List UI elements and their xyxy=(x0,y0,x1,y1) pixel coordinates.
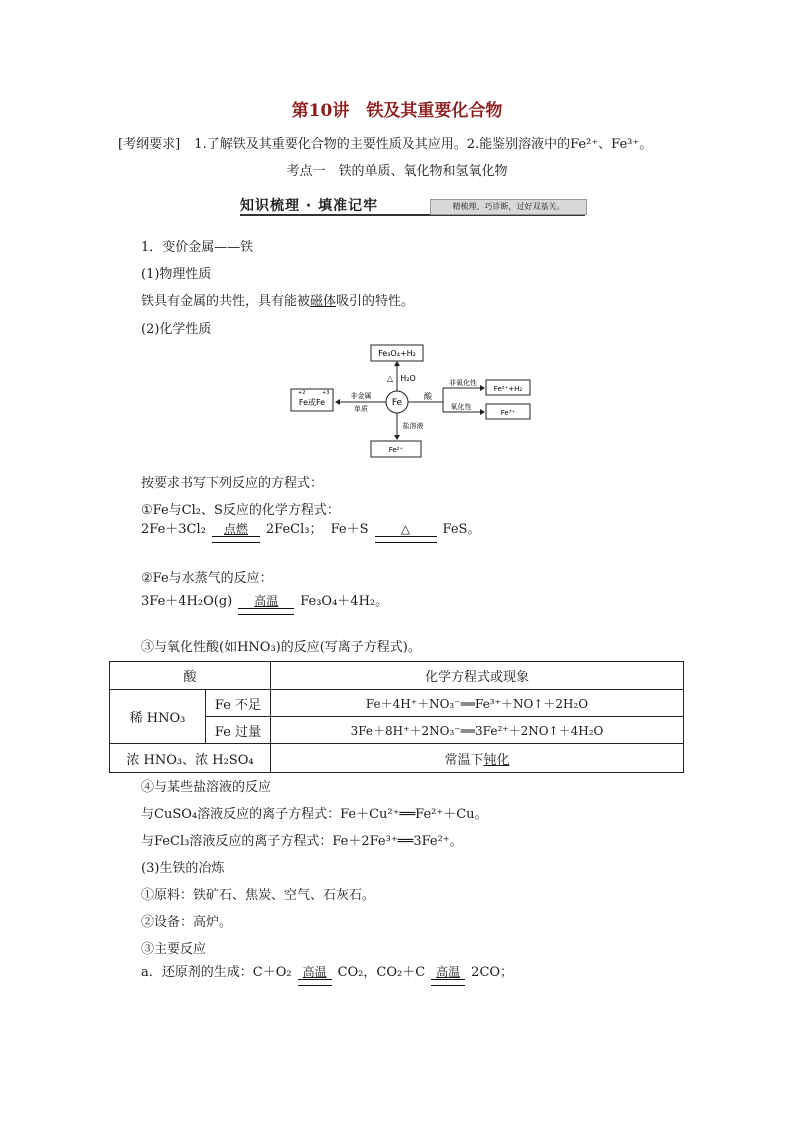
physical-text xyxy=(141,290,414,309)
left-label-element: 单质 xyxy=(354,405,368,413)
eq3-condition: 高温 xyxy=(254,594,279,608)
header-acid: 酸 xyxy=(110,662,271,690)
nitric-acid-table xyxy=(109,661,684,773)
eq1-left: 2Fe＋3Cl₂ xyxy=(141,522,206,537)
physical-text-part: 铁具有金属的共性，具有能被 xyxy=(141,294,311,309)
requirements-text: 1.了解铁及其重要化合物的主要性质及其应用。2.能鉴别溶液中的Fe²⁺、Fe³⁺。 xyxy=(194,137,653,152)
top-box-label: Fe₃O₄+H₂ xyxy=(378,349,416,358)
item-2-equation xyxy=(141,590,388,615)
eq2-left: Fe＋S xyxy=(330,522,369,537)
center-label: Fe xyxy=(391,398,403,408)
right-box-1-label: Fe²⁺+H₂ xyxy=(493,385,523,393)
reaction-a-cond-2: 高温 xyxy=(436,965,461,979)
row3-acid: 浓 HNO₃、浓 H₂SO₄ xyxy=(110,744,271,773)
row2-condition: Fe 过量 xyxy=(206,717,271,744)
left-label-nonmetal: 非金属 xyxy=(350,392,372,400)
row1-condition: Fe 不足 xyxy=(206,690,271,717)
arrow-up-head xyxy=(394,361,400,366)
reaction-a-cond-1: 高温 xyxy=(302,965,327,979)
instruction: 按要求书写下列反应的方程式： xyxy=(141,476,324,491)
row2-equation: 3Fe＋8H⁺＋2NO₃⁻══3Fe²⁺＋2NO↑＋4H₂O xyxy=(271,717,684,744)
eq3-condition-sign xyxy=(238,595,294,615)
eq1-condition: 点燃 xyxy=(223,522,248,536)
syllabus-requirements xyxy=(118,133,652,152)
physical-heading: (1)物理性质 xyxy=(141,267,212,282)
physical-text-underlined: 磁体 xyxy=(310,294,337,309)
item-4-line-2: 与FeCl₃溶液反应的离子方程式：Fe＋2Fe³⁺══3Fe²⁺。 xyxy=(141,834,463,849)
top-label-heat: △ xyxy=(386,374,394,383)
eq1-right: 2FeCl₃； xyxy=(265,522,323,537)
item-4-heading: ④与某些盐溶液的反应 xyxy=(141,780,272,795)
top-label-water: H₂O xyxy=(400,374,416,383)
item-1-heading: ①Fe与Cl₂、S反应的化学方程式： xyxy=(141,503,340,518)
reaction-a-mid: CO₂，CO₂＋C xyxy=(337,965,426,980)
item-1-equations xyxy=(141,518,480,543)
reaction-a-prefix: a．还原剂的生成：C＋O₂ xyxy=(141,965,292,980)
right-box-2-label: Fe³⁺ xyxy=(500,409,516,417)
header-equation: 化学方程式或现象 xyxy=(271,662,684,690)
iron-reaction-diagram xyxy=(285,340,535,460)
arrow-down-head xyxy=(394,435,400,440)
smelting-raw: ①原料：铁矿石、焦炭、空气、石灰石。 xyxy=(141,888,376,903)
smelting-reaction-a xyxy=(141,961,513,986)
banner-tag: 精梳理、巧诊断，过好双基关。 xyxy=(430,199,587,215)
reaction-a-sign-2 xyxy=(431,966,465,986)
left-box-sup-2: +3 xyxy=(322,390,330,396)
dilute-nitric-label: 稀 HNO₃ xyxy=(110,690,206,744)
branch-upper-head xyxy=(480,385,485,391)
row1-equation: Fe＋4H⁺＋NO₃⁻══Fe³⁺＋NO↑＋2H₂O xyxy=(271,690,684,717)
requirements-tag: [考纲要求] xyxy=(118,137,181,152)
row3-text: 常温下 xyxy=(444,752,484,768)
reaction-a-sign-1 xyxy=(298,966,332,986)
page-title: 第10讲 铁及其重要化合物 xyxy=(291,101,503,121)
eq2-right: FeS。 xyxy=(442,522,481,537)
eq3-left: 3Fe＋4H₂O(g) xyxy=(141,594,233,609)
item-4-line-1: 与CuSO₄溶液反应的离子方程式：Fe＋Cu²⁺══Fe²⁺＋Cu。 xyxy=(141,807,488,822)
section-title: 考点一 铁的单质、氧化物和氢氧化物 xyxy=(286,164,508,179)
right-label-acid: 酸 xyxy=(424,392,432,401)
eq2-condition: △ xyxy=(400,522,411,536)
heading-iron: 1．变价金属——铁 xyxy=(141,240,254,255)
item-3-heading: ③与氧化性酸(如HNO₃)的反应(写离子方程式)。 xyxy=(141,640,421,655)
left-box-sup-1: +2 xyxy=(298,390,306,396)
smelting-main: ③主要反应 xyxy=(141,942,207,957)
row3-phenomenon xyxy=(271,744,684,773)
eq3-right: Fe₃O₄＋4H₂。 xyxy=(300,594,389,609)
section-banner xyxy=(240,193,585,217)
physical-text-end: 吸引的特性。 xyxy=(336,294,415,309)
branch-label-oxidizing: 氧化性 xyxy=(450,403,472,411)
smelting-device: ②设备：高炉。 xyxy=(141,915,233,930)
branch-label-nonoxidizing: 非氧化性 xyxy=(449,379,477,387)
chemical-heading: (2)化学性质 xyxy=(141,322,212,337)
reaction-a-suffix: 2CO； xyxy=(471,965,514,980)
item-2-heading: ②Fe与水蒸气的反应： xyxy=(141,571,273,586)
bottom-box-label: Fe²⁺ xyxy=(388,446,404,454)
eq1-condition-sign xyxy=(212,523,260,543)
eq2-condition-sign xyxy=(375,523,437,543)
bottom-label-salt: 盐溶液 xyxy=(402,422,424,430)
arrow-left-head xyxy=(335,399,340,405)
banner-label: 知识梳理 · 填准记牢 xyxy=(240,198,379,214)
row3-underlined: 钝化 xyxy=(483,752,510,768)
left-box-label: Fe或Fe xyxy=(298,398,326,407)
branch-lower-head xyxy=(480,409,485,415)
smelting-heading: (3)生铁的冶炼 xyxy=(141,861,225,876)
